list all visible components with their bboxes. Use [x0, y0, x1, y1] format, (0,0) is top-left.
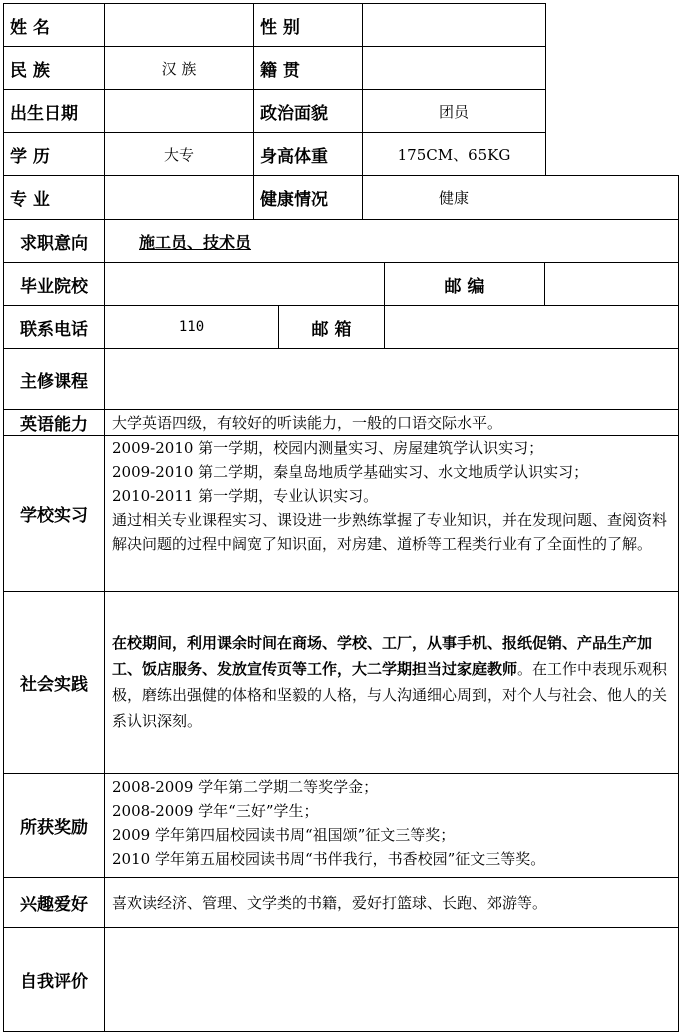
internship-line: 2010-2011 第一学期，专业认识实习。 [112, 487, 379, 505]
native-place-value [363, 47, 545, 89]
hobbies-value: 喜欢读经济、管理、文学类的书籍，爱好打篮球、长跑、郊游等。 [112, 894, 548, 912]
name-label: 姓 名 [10, 17, 50, 38]
school-value [105, 263, 384, 305]
height-weight-value: 175CM、65KG [397, 145, 511, 164]
main-courses-label: 主修课程 [20, 371, 88, 392]
major-value [105, 176, 253, 219]
education-label: 学 历 [10, 146, 50, 167]
major-label: 专 业 [10, 190, 50, 210]
english-label: 英语能力 [20, 415, 88, 435]
postcode-label: 邮 编 [444, 276, 485, 297]
native-place-label: 籍 贯 [260, 60, 300, 81]
email-label: 邮 箱 [311, 319, 352, 340]
name-value [105, 4, 253, 46]
height-weight-label: 身高体重 [260, 146, 328, 167]
political-status-value: 团员 [438, 102, 469, 121]
phone-label: 联系电话 [20, 319, 88, 340]
awards-content [112, 775, 674, 871]
ethnicity-label: 民 族 [10, 60, 50, 81]
main-courses-value [110, 349, 678, 409]
internship-line: 2009-2010 第一学期，校园内测量实习、房屋建筑学认识实习； [112, 439, 544, 457]
award-item: 2010 学年第五届校园读书周“书伴我行，书香校园”征文三等奖。 [112, 850, 546, 868]
gender-value [363, 4, 545, 46]
ethnicity-value: 汉 族 [161, 59, 197, 78]
award-item: 2009 学年第四届校园读书周“祖国颂”征文三等奖； [112, 826, 456, 844]
birth-date-value [105, 90, 253, 132]
postcode-value [545, 263, 678, 305]
hobbies-label: 兴趣爱好 [20, 895, 88, 915]
award-item: 2008-2009 学年“三好”学生； [112, 802, 319, 820]
english-value: 大学英语四级，有较好的听读能力，一般的口语交际水平。 [112, 414, 503, 432]
job-intention-label: 求职意向 [20, 233, 88, 254]
email-value [385, 306, 678, 348]
internship-line: 2009-2010 第二学期，秦皇岛地质学基础实习、水文地质学认识实习； [112, 463, 589, 481]
school-label: 毕业院校 [20, 276, 88, 297]
social-practice-highlight: 在校期间，利用课余时间在商场、学校、工厂，从事手机、报纸促销、产品生产加工、饭店服务、发放宣传页等工作，大二学期担当过家庭教师 [112, 634, 653, 678]
gender-label: 性 别 [260, 17, 300, 38]
birth-date-label: 出生日期 [10, 103, 78, 124]
internship-label: 学校实习 [20, 506, 88, 526]
health-label: 健康情况 [260, 190, 328, 210]
awards-label: 所获奖励 [20, 818, 88, 838]
internship-summary: 通过相关专业课程实习、课设进一步熟练掌握了专业知识，并在发现问题、查阅资料解决问题的过程中阔宽了知识面，对房建、道桥等工程类行业有了全面性的了解。 [112, 511, 668, 553]
social-practice-rest: 。在工作中表现乐观积极，磨练出强健的体格和坚毅的人格，与人沟通细心周到，对个人与社会、他人的关系认识深刻。 [112, 660, 668, 730]
award-item: 2008-2009 学年第二学期二等奖学金； [112, 778, 379, 796]
political-status-label: 政治面貌 [260, 103, 328, 124]
phone-value: 110 [178, 319, 205, 335]
health-value: 健康 [438, 189, 469, 207]
job-intention-value: 施工员、技术员 [139, 232, 252, 252]
self-evaluation-label: 自我评价 [20, 972, 88, 992]
education-value: 大专 [163, 145, 194, 164]
social-practice-label: 社会实践 [20, 675, 88, 695]
self-evaluation-value [112, 928, 678, 1031]
internship-content [112, 436, 674, 556]
social-practice-content [112, 630, 674, 734]
